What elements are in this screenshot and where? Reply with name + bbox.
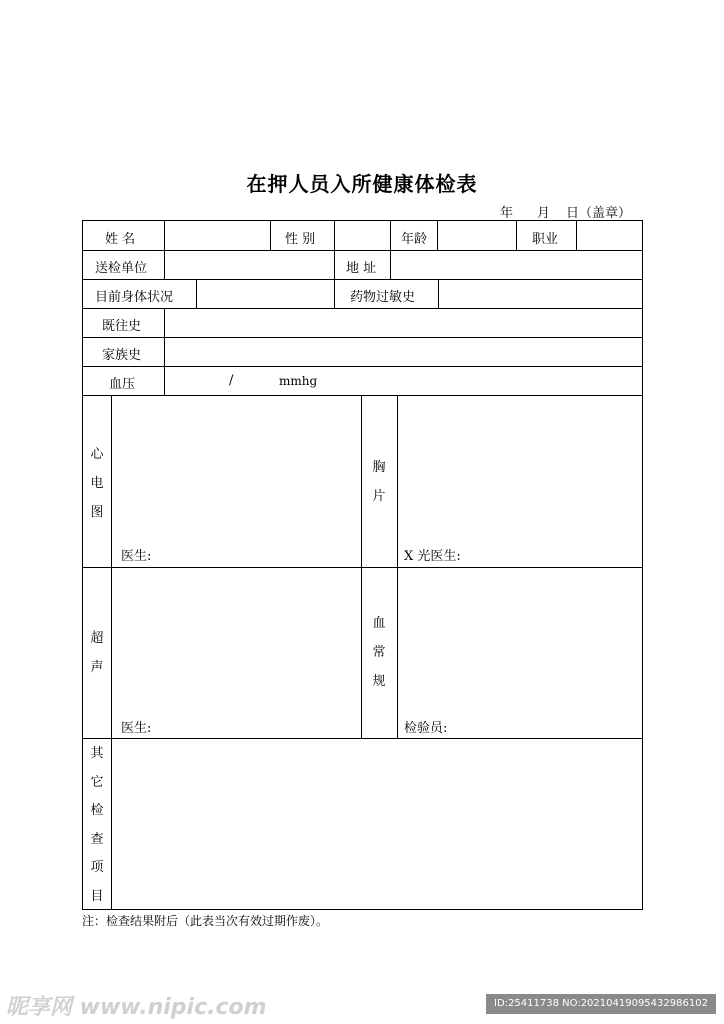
xray-vertical-label [371, 453, 387, 511]
watermark-id-bar: ID:25411738 NO:20210419095432986102 [486, 994, 716, 1014]
footnote: 注：检查结果附后（此表当次有效过期作废）。 [82, 914, 329, 928]
blood-char: 血 [372, 616, 386, 631]
medical-history-field[interactable] [165, 308, 642, 337]
other-char: 检 [90, 803, 104, 818]
blood-char: 规 [372, 674, 386, 689]
cell-divider [334, 279, 335, 308]
ecg-char: 电 [90, 476, 104, 491]
blood-inspector-label: 检验员: [404, 721, 448, 736]
occupation-label: 职业 [532, 232, 559, 247]
bp-slash: / [229, 373, 234, 388]
blood-pressure-label: 血压 [109, 377, 136, 392]
ecg-char: 图 [90, 505, 104, 520]
allergy-label: 药物过敏史 [350, 290, 416, 305]
gender-field[interactable] [335, 221, 390, 250]
ultrasound-char: 声 [90, 660, 104, 675]
allergy-field[interactable] [439, 279, 642, 308]
health-status-label: 目前身体状况 [95, 290, 174, 305]
cell-divider [390, 221, 391, 250]
ecg-char: 心 [90, 447, 104, 462]
date-day-seal-label: 日（盖章） [566, 206, 632, 221]
other-char: 项 [90, 860, 104, 875]
cell-divider [516, 221, 517, 250]
ultrasound-vertical-label [89, 624, 105, 682]
other-exams-vertical-label [89, 740, 105, 911]
blood-routine-result-area[interactable] [398, 568, 642, 738]
family-history-field[interactable] [165, 337, 642, 366]
gender-label: 性 别 [285, 232, 316, 247]
ultrasound-result-area[interactable] [112, 568, 361, 738]
bp-unit: mmhg [279, 374, 318, 388]
watermark-logo: 昵享网 www.nipic.com [6, 995, 267, 1020]
unit-field[interactable] [165, 250, 334, 279]
other-char: 它 [90, 774, 104, 790]
page-title: 在押人员入所健康体检表 [246, 172, 478, 196]
family-history-label: 家族史 [102, 348, 142, 363]
blood-pressure-field[interactable] [165, 366, 642, 395]
medical-history-label: 既往史 [102, 319, 142, 334]
cell-divider [361, 395, 362, 738]
occupation-field[interactable] [577, 221, 642, 250]
health-exam-form [82, 220, 643, 910]
date-year-label: 年 [500, 206, 514, 221]
other-exams-area[interactable] [112, 739, 642, 909]
cell-divider [334, 250, 335, 279]
other-char: 目 [90, 888, 104, 904]
xray-char: 片 [372, 489, 386, 504]
ultrasound-doctor-label: 医生: [121, 721, 152, 736]
address-field[interactable] [391, 250, 642, 279]
health-status-field[interactable] [197, 279, 334, 308]
age-label: 年龄 [401, 232, 428, 247]
name-label: 姓 名 [105, 232, 136, 247]
name-field[interactable] [165, 221, 270, 250]
address-label: 地 址 [346, 261, 377, 276]
unit-label: 送检单位 [95, 261, 148, 276]
xray-doctor-label: X 光医生: [404, 549, 461, 564]
date-month-label: 月 [537, 206, 551, 221]
blood-routine-vertical-label [371, 609, 387, 696]
xray-result-area[interactable] [398, 396, 642, 567]
cell-divider [270, 221, 271, 250]
other-char: 查 [90, 831, 104, 847]
xray-char: 胸 [372, 460, 386, 475]
ecg-doctor-label: 医生: [121, 549, 152, 564]
other-char: 其 [90, 746, 104, 761]
ecg-vertical-label [89, 440, 105, 527]
age-field[interactable] [438, 221, 516, 250]
ecg-result-area[interactable] [112, 396, 361, 567]
ultrasound-char: 超 [90, 631, 104, 646]
blood-char: 常 [372, 645, 386, 660]
